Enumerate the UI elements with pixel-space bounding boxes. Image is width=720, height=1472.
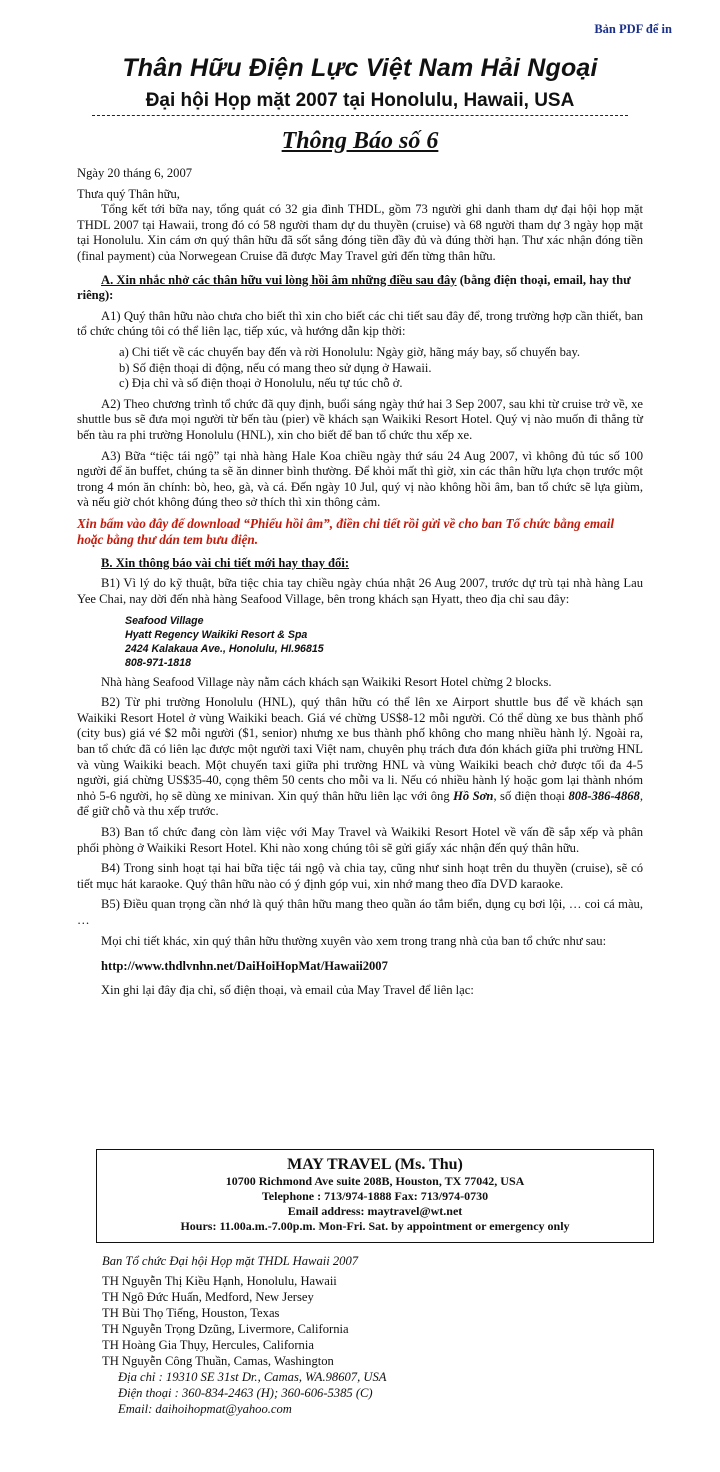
paragraph-a1: A1) Quý thân hữu nào chưa cho biết thì xin cho biết các chi tiết sau đây để, trong trường hợp cần thiết, ban tổ chức chúng tôi có thể liên lạc, tiếp xúc, và hướng dẫn kịp thời:	[77, 308, 643, 339]
address-line: Hyatt Regency Waikiki Resort & Spa	[125, 628, 308, 641]
intro-paragraph: Tổng kết tới bữa nay, tổng quát có 32 gia đình THDL, gồm 73 người ghi danh tham dự đại hội họp mặt THDL 2007 tại Hawaii, trong đó có 58 người tham dự du thuyền (cruise) và 68 người tham dự 3 ngày họp mặt tại Honolulu. Xin cám ơn quý thân hữu đã sốt sắng đóng tiền đầy đủ và đúng thời hạn. Thư xác nhận đóng tiền (final payment) của Norwegean Cruise đã được May Travel gửi đến từng thân hữu.	[77, 202, 643, 263]
travel-agency-address: 10700 Richmond Ave suite 208B, Houston, TX 77042, USA	[225, 1174, 525, 1188]
letter-date: Ngày 20 tháng 6, 2007	[77, 166, 193, 180]
taxi-contact-phone: 808-386-4868	[568, 788, 640, 803]
section-b-title	[77, 556, 643, 572]
paragraph-b2	[77, 695, 643, 820]
paragraph-a2: A2) Theo chương trình tổ chức đã quy định, buổi sáng ngày thứ hai 3 Sep 2007, sau khi từ cruise trở về, xe shuttle bus sẽ đưa mọi người từ bến tàu (pier) về khách sạn Waikiki Resort Hotel. Quý vị nào muốn đi thẳng từ bến tàu ra phi trường Honolulu (HNL), xin cho biết để ban tổ chức thu xếp xe.	[77, 396, 643, 442]
b2-text: B2) Từ phi trường Honolulu (HNL), quý thân hữu có thể lên xe Airport shuttle bus để về khách sạn Waikiki Resort Hotel ở vùng Waikiki beach. Giá vé chừng US$8-12 mỗi người. Có thể dùng xe bus thành phố (city bus) giá vé $2 mỗi người ($1, senior) nhưng xe bus thành phố không cho mang nhiều hành lý. Ngoài ra, ban tổ chức đã có liên lạc được một người taxi Việt nam, chuyên phụ trách đưa đón khách giữa phi trường HNL và vùng Waikiki beach. Một chuyến taxi giữa phi trường HNL và vùng Waikiki beach chở được tối đa 4-5 người, giá chừng US$35-40, cọng thêm 50 cents cho mỗi va li. Nếu có nhiều hành lý hoặc gom lại thành nhóm nhỏ 5-6 người, họ sẽ dùng xe minivan. Xin quý thân hữu liên lạc với ông	[77, 695, 643, 803]
address-line: 808-971-1818	[125, 656, 191, 669]
section-a-title	[77, 273, 643, 304]
organizer-member: TH Nguyễn Công Thuần, Camas, Washington	[102, 1354, 334, 1368]
event-subtitle: Đại hội Họp mặt 2007 tại Honolulu, Hawaii, USA	[145, 90, 575, 111]
organizer-email[interactable]: Email: daihoihopmat@yahoo.com	[118, 1402, 292, 1416]
paragraph-b1: B1) Vì lý do kỹ thuật, bữa tiệc chia tay chiều ngày chúa nhật 26 Aug 2007, trước dự trù tại nhà hàng Lau Yee Chai, nay dời đến nhà hàng Seafood Village, bên trong khách sạn Hyatt, theo địa chỉ sau đây:	[77, 576, 643, 607]
dashed-divider	[92, 115, 628, 116]
organizers-block	[102, 1253, 662, 1417]
organizer-member: TH Ngô Đức Huấn, Medford, New Jersey	[102, 1290, 314, 1304]
greeting: Thưa quý Thân hữu,	[77, 186, 180, 201]
a1-item-a: a) Chi tiết về các chuyến bay đến và rời Honolulu: Ngày giờ, hãng máy bay, số chuyến bay.	[119, 344, 581, 359]
notice-heading: Thông Báo số 6	[281, 128, 439, 154]
taxi-contact-name: Hồ Sơn	[453, 788, 494, 803]
address-line: Seafood Village	[125, 614, 204, 627]
restaurant-address	[77, 614, 643, 670]
section-b-title-text: B. Xin thông báo vài chi tiết mới hay thay đổi:	[101, 555, 350, 570]
organizer-member: TH Nguyễn Thị Kiều Hạnh, Honolulu, Hawaii	[102, 1274, 337, 1288]
b2-text-end: , để giữ chỗ và thu xếp trước.	[77, 788, 643, 819]
website-link[interactable]: http://www.thdlvnhn.net/DaiHoiHopMat/Hawaii2007	[101, 959, 388, 974]
a1-item-b: b) Số điện thoại di động, nếu có mang theo sử dụng ở Hawaii.	[119, 360, 432, 375]
contact-intro: Xin ghi lại đây địa chỉ, số điện thoại, và email của May Travel để liên lạc:	[101, 982, 474, 997]
section-a-title-underlined: A. Xin nhắc nhở các thân hữu vui lòng hồi âm những điều sau đây	[101, 272, 457, 287]
b2-text-mid: , số điện thoại	[493, 788, 569, 803]
travel-agency-name: MAY TRAVEL (Ms. Thu)	[287, 1156, 463, 1173]
organizers-title: Ban Tổ chức Đại hội Họp mặt THDL Hawaii 2007	[102, 1254, 359, 1268]
download-form-link[interactable]: Xin bấm vào đây để download “Phiếu hồi âm”, điền chi tiết rồi gửi về cho ban Tổ chức bằng email hoặc bằng thư dán tem bưu điện.	[77, 515, 615, 547]
paragraph-b3: B3) Ban tổ chức đang còn làm việc với May Travel và Waikiki Resort Hotel về vấn đề sắp xếp và phân phối phòng ở Waikiki Resort Hotel. Khi nào xong chúng tôi sẽ gửi giấy xác nhận đến quý thân hữu.	[77, 825, 643, 855]
address-line: 2424 Kalakaua Ave., Honolulu, HI.96815	[125, 642, 324, 655]
organizer-member: TH Hoàng Gia Thụy, Hercules, California	[102, 1338, 314, 1352]
travel-agency-email: Email address: maytravel@wt.net	[287, 1204, 463, 1218]
paragraph-b5: B5) Điều quan trọng cần nhớ là quý thân hữu mang theo quần áo tắm biển, dụng cụ bơi lội, … coi cá màu, …	[77, 897, 643, 927]
b1-note: Nhà hàng Seafood Village này nằm cách khách sạn Waikiki Resort Hotel chừng 2 blocks.	[101, 674, 552, 689]
may-travel-box	[96, 1149, 654, 1243]
travel-agency-hours: Hours: 11.00a.m.-7.00p.m. Mon-Fri. Sat. by appointment or emergency only	[180, 1219, 570, 1233]
org-title: Thân Hữu Điện Lực Việt Nam Hải Ngoại	[122, 54, 598, 82]
section-a-title-rest: (bằng điện thoại, email, hay thư riêng):	[77, 272, 631, 303]
print-pdf-link[interactable]: Bản PDF để in	[594, 22, 672, 36]
organizer-member: TH Bùi Thọ Tiếng, Houston, Texas	[102, 1306, 280, 1320]
organizer-member: TH Nguyễn Trọng Dzũng, Livermore, California	[102, 1322, 349, 1336]
organizer-phone: Điện thoại : 360-834-2463 (H); 360-606-5385 (C)	[118, 1386, 373, 1400]
letter-body	[77, 166, 643, 998]
travel-agency-phones: Telephone : 713/974-1888 Fax: 713/974-0730	[261, 1189, 489, 1203]
organizer-address: Địa chỉ : 19310 SE 31st Dr., Camas, WA.98607, USA	[118, 1370, 387, 1384]
a1-item-c: c) Địa chỉ và số điện thoại ở Honolulu, nếu tự túc chỗ ở.	[119, 376, 403, 391]
paragraph-b4: B4) Trong sinh hoạt tại hai bữa tiệc tái ngộ và chia tay, cũng như sinh hoạt trên du thuyền (cruise), sẽ có tiết mục hát karaoke. Quý thân hữu nào có ý định góp vui, xin nhớ mang theo đĩa DVD karaoke.	[77, 861, 643, 891]
paragraph-a3: A3) Bữa “tiệc tái ngộ” tại nhà hàng Hale Koa chiều ngày thứ sáu 24 Aug 2007, vì không đủ túc số 100 người để ăn buffet, chúng ta sẽ ăn dinner bình thường. Để khỏi mất thì giờ, xin các thân hữu lựa chọn trước một trong 4 món ăn chính: bò, heo, gà, và cá. Đến ngày 10 Jul, quý vị nào không hồi âm, ban tổ chức sẽ lựa giùm, và nếu giờ chót không đúng theo sở thích thì xin thông cảm.	[77, 448, 643, 510]
more-info-text: Mọi chi tiết khác, xin quý thân hữu thường xuyên vào xem trong trang nhà của ban tổ chức như sau:	[101, 933, 607, 948]
